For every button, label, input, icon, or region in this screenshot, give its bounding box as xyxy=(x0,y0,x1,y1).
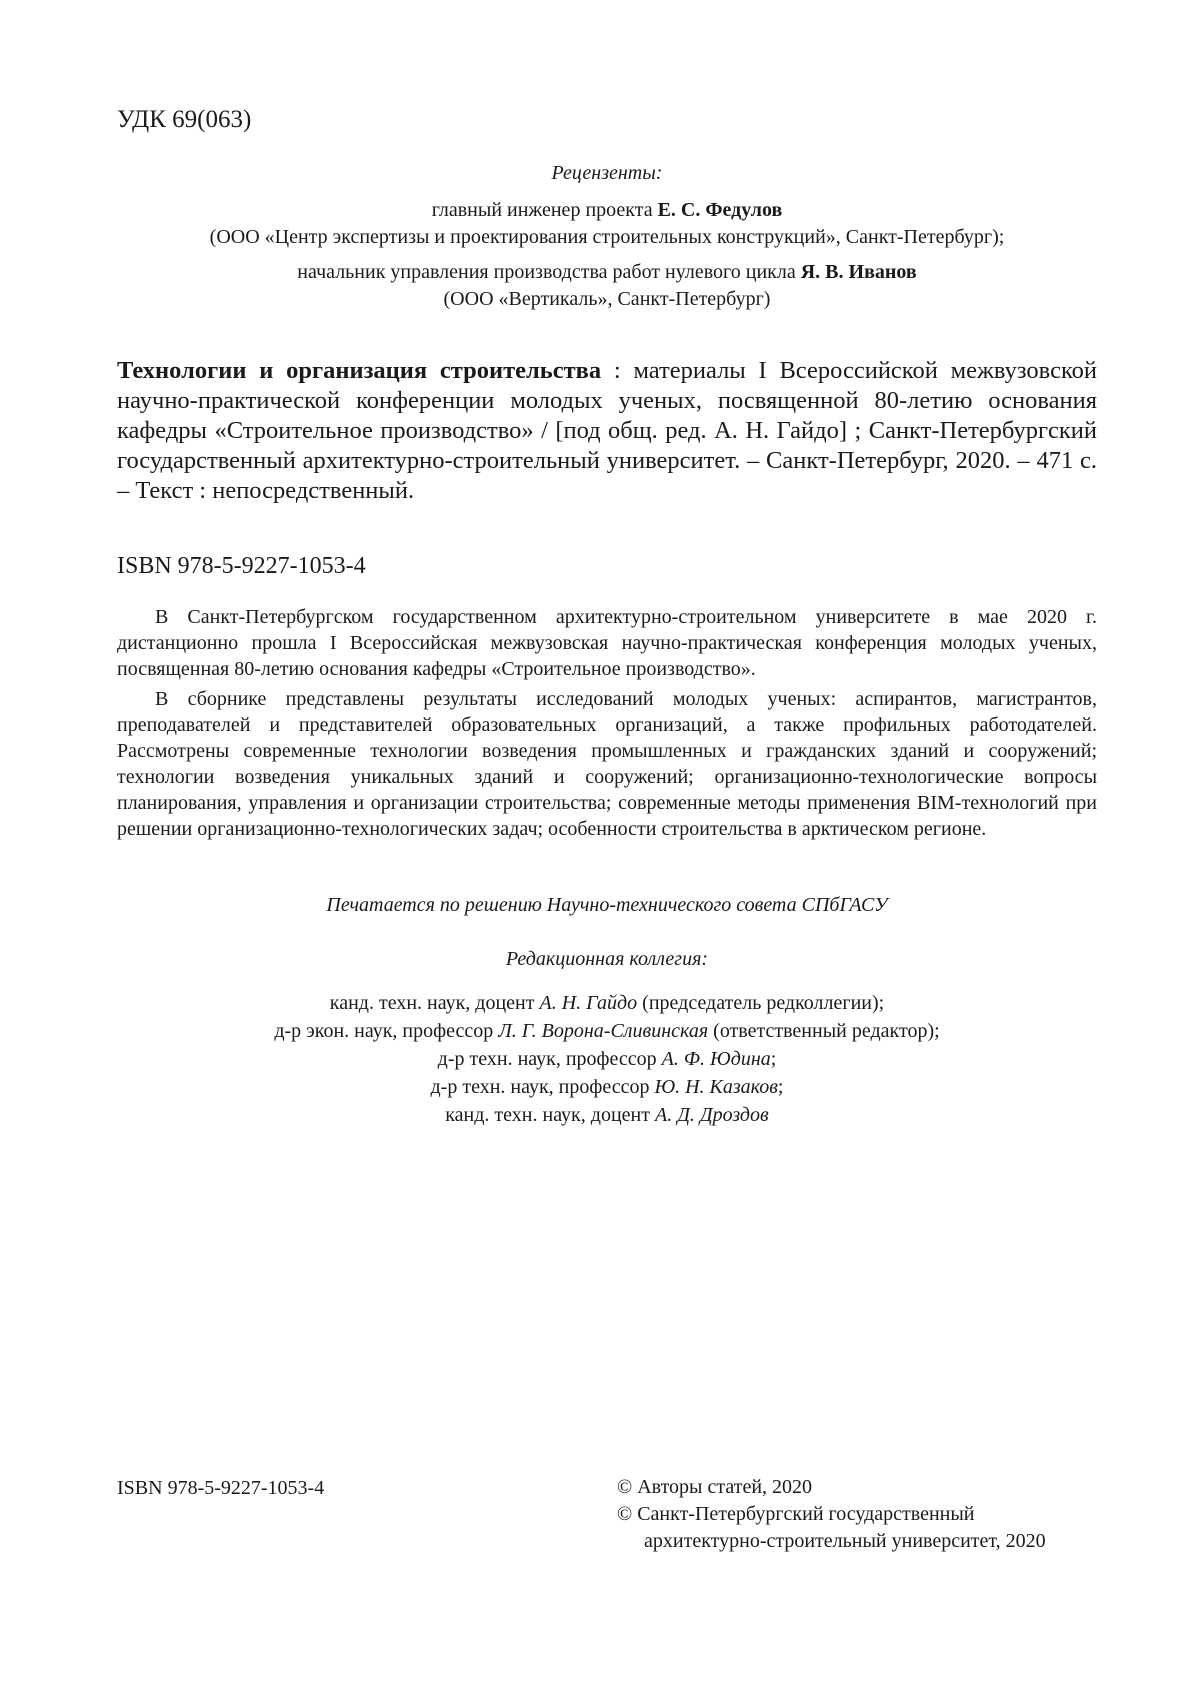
board-member-4-title: д-р техн. наук, профессор xyxy=(430,1076,655,1098)
reviewers-heading: Рецензенты: xyxy=(551,162,663,184)
copyright-block xyxy=(617,1474,1046,1555)
board-member-3-title: д-р техн. наук, профессор xyxy=(437,1048,662,1070)
board-member-5-title: канд. техн. наук, доцент xyxy=(445,1104,655,1126)
board-member-2-title: д-р экон. наук, профессор xyxy=(274,1020,499,1042)
board-member-4 xyxy=(117,1073,1097,1101)
board-member-1-title: канд. техн. наук, доцент xyxy=(329,992,540,1014)
reviewer-1-name: Е. С. Федулов xyxy=(657,199,783,221)
board-member-1 xyxy=(117,989,1097,1017)
board-member-4-name: Ю. Н. Казаков xyxy=(654,1076,778,1098)
copyright-university: © Санкт-Петербургский государственный xyxy=(617,1503,975,1525)
editorial-board xyxy=(117,945,1097,1129)
board-member-3-role: ; xyxy=(770,1048,777,1070)
reviewer-2-org: (ООО «Вертикаль», Санкт-Петербург) xyxy=(443,288,771,310)
isbn-top: ISBN 978-5-9227-1053-4 xyxy=(117,553,366,579)
board-member-1-name: А. Н. Гайдо xyxy=(539,992,638,1014)
reviewer-2 xyxy=(117,259,1097,286)
board-member-4-role: ; xyxy=(777,1076,784,1098)
reviewer-1-position: главный инженер проекта xyxy=(431,199,658,221)
reviewer-2-name: Я. В. Иванов xyxy=(800,261,917,283)
bibliographic-description xyxy=(117,356,1097,506)
board-member-3-name: А. Ф. Юдина xyxy=(661,1048,771,1070)
board-member-1-role: (председатель редколлегии); xyxy=(637,992,885,1014)
annotation-paragraph-1: В Санкт-Петербургском государственном архитектурно-строительном университете в мае 2020 г. дистанционно прошла I Всероссийская межвузовская научно-практическая конференция молодых ученых, посвященная 80-летию основания кафедры «Строительное производство». xyxy=(117,606,1097,680)
annotation-paragraph-2: В сборнике представлены результаты исследований молодых ученых: аспирантов, магистрантов, преподавателей и представителей образовательных организаций, а также профильных работодателей. Рассмотрены современные технологии возведения промышленных и гражданских зданий и сооружений; технологии возведения уникальных зданий и сооружений; организационно-технологические вопросы планирования, управления и организации строительства; современные методы применения BIM-технологий при решении организационно-технологических задач; особенности строительства в арктическом регионе. xyxy=(117,688,1097,840)
board-member-2-name: Л. Г. Ворона-Сливинская xyxy=(498,1020,709,1042)
description-body: : материалы I Всероссийской межвузовской научно-практической конференции молодых ученых, посвященной 80-летию основания кафедры «Строительное производство» / [под общ. ред. А. Н. Гайдо] ; Санкт-Петербургский государственный архитектурно-строительный университет. – Санкт-Петербург, 2020. – 471 с. – Текст : непосредственный. xyxy=(117,357,1097,504)
board-member-5 xyxy=(117,1101,1097,1129)
print-note: Печатается по решению Научно-технического совета СПбГАСУ xyxy=(326,894,888,916)
reviewer-2-position: начальник управления производства работ нулевого цикла xyxy=(297,261,801,283)
board-member-2 xyxy=(117,1017,1097,1045)
reviewers-block xyxy=(117,160,1097,313)
book-title: Технологии и организация строительства xyxy=(117,357,602,384)
reviewer-1 xyxy=(117,197,1097,224)
annotation xyxy=(117,604,1097,846)
isbn-bottom: ISBN 978-5-9227-1053-4 xyxy=(117,1477,325,1499)
board-member-5-name: А. Д. Дроздов xyxy=(654,1104,769,1126)
board-heading: Редакционная коллегия: xyxy=(505,948,709,970)
copyright-authors: © Авторы статей, 2020 xyxy=(617,1476,813,1498)
board-member-3 xyxy=(117,1045,1097,1073)
copyright-university-cont: архитектурно-строительный университет, 2020 xyxy=(644,1530,1046,1552)
udk-code: УДК 69(063) xyxy=(117,106,252,133)
board-member-2-role: (ответственный редактор); xyxy=(708,1020,940,1042)
reviewer-1-org: (ООО «Центр экспертизы и проектирования строительных конструкций», Санкт-Петербург); xyxy=(209,226,1005,248)
